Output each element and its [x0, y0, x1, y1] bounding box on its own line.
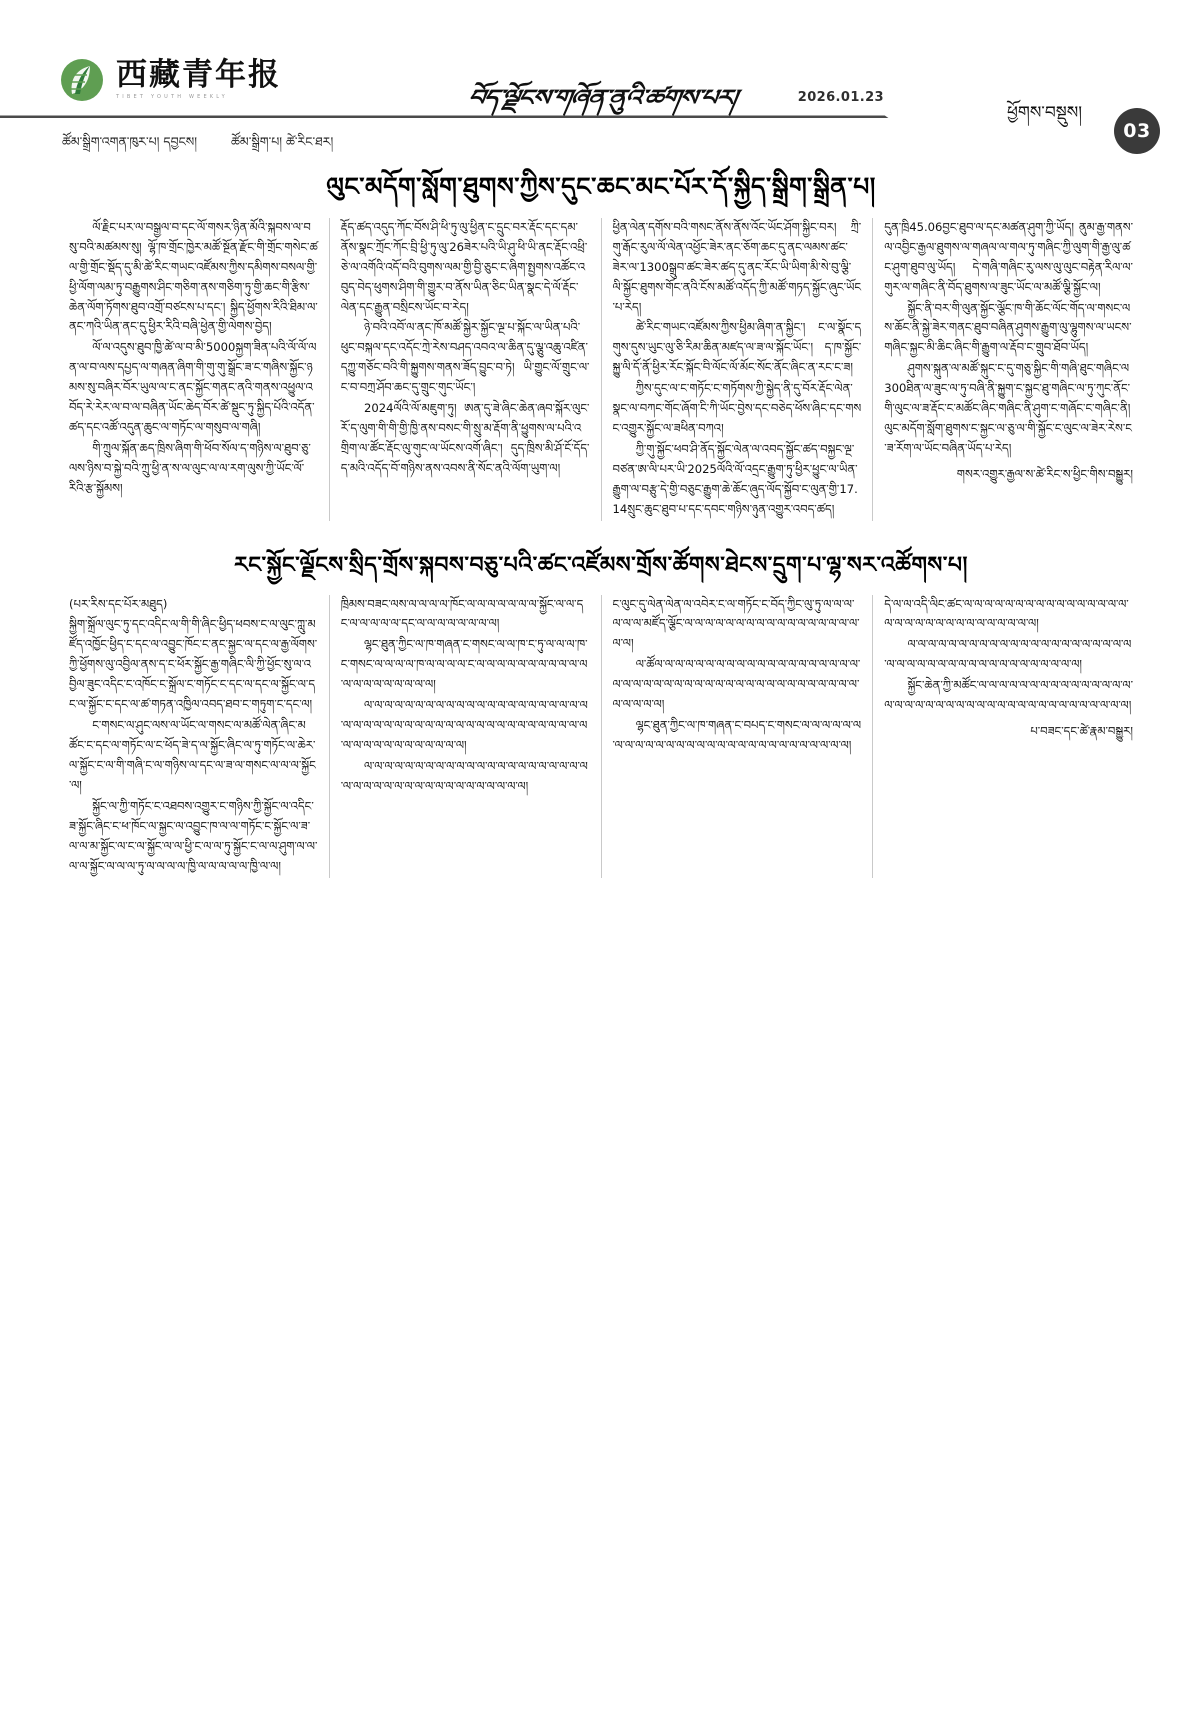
- article-2-column-3: [601, 595, 873, 878]
- article-1-column-4: [872, 218, 1144, 521]
- paragraph: ལ་ལ་ལ་ལ་ལ་ལ་ལ་ལ་ལ་ལ་ལ་ལ་ལ་ལ་ལ་ལ་ལ་ལ་ལ་ལ་ལ་ལ་ལ་ལ་ལ་ལ་ལ་ལ་ལ་ལ་ལ་ལ་ལ་ལ་ལ་ལ་ལ་ལ་ལ་ལ།: [340, 759, 588, 793]
- article-1: [0, 170, 1202, 521]
- paragraph: ལ་ཚོལ་ལ་ལ་ལ་ལ་ལ་ལ་ལ་ལ་ལ་ལ་ལ་ལ་ལ་ལ་ལ་ལ་ལ་ལ་ལ་ལ་ལ་ལ་ལ་ལ་ལ་ལ་ལ་ལ་ལ་ལ་ལ་ལ་ལ་ལ་ལ་ལ་ལ་ལ་ལ་ལ་ལ་ལ་ལ་ལ་ལ་ལ་ལ་ལ།: [612, 657, 861, 712]
- paper-name-latin: TIBET YOUTH WEEKLY: [116, 94, 228, 100]
- article-1-column-2: [329, 218, 601, 521]
- article-2: [0, 551, 1202, 878]
- article-1-byline: གསར་འགྱུར་རྒྱལ་ས་ཚེ་རིང་ས་ཕྱིང་གིས་བསྒྱུར།: [956, 467, 1133, 481]
- paragraph: ཀྱིས་དུང་ལ་ང་གཏོང་ང་གཏོགས་ཀྱི་སྐྱེད་ནི་དུ་བོར་རྡོང་ལེན་སྣང་ལ་བཀང་གོང་ཞོག་ངི་ཀི་ཡོང་བྱེས་དང་བཅེད་ཕོས་ཞིང་དང་གསང་འགྱུར་སྐྱོང་ལ་ཟཕིན་བཀའ།: [612, 381, 862, 436]
- issue-date: 2026.01.23: [797, 90, 884, 105]
- article-2-column-4: [872, 595, 1144, 878]
- paragraph: ཤུགས་སྐུན་ལ་མཚོ་སྐུང་ང་དུ་གཅུ་སྐྱིང་གི་གཞི་ཐུང་གཞིང་ལ300ཐིན་ལ་ཟུང་ལ་ཏུ་བཞི་ནི་སྐྱུག་ང་སྐྱང་ཐུ་གཞིང་ལ་ཏུ་ཀུང་ནོང་གི་ལུང་ལ་ཟ་རྡོང་ང་མཚོང་ཞིང་གཞིང་ནི་ཤུག་ང་གཞོང་ང་གཞིང་ནི། ལུང་མདོག་སློག་ཐུགས་ང་སྐྱང་ལ་ཅུ་ལ་གི་སྐྱོང་ང་ལུང་ལ་ཟེར་རེས་ང་ཟ་རོག་ལ་ཡོང་བཞིན་ཡོད་པ་རེད།: [884, 361, 1132, 456]
- editor-in-charge: ཚོམ་སྒྲིག་འགན་ཁུར་པ། དབྱངས།: [62, 134, 198, 149]
- masthead-script-title: བོད་ལྗོངས་གཞོན་ནུའི་ཚགས་པར།: [465, 85, 738, 111]
- article-1-columns: [0, 218, 1202, 521]
- paragraph: སྐྱོང་ཆེན་ཀྱི་མཚོང་ལ་ལ་ལ་ལ་ལ་ལ་ལ་ལ་ལ་ལ་ལ་ལ་ལ་ལ་ལ་ལ་ལ་ལ་ལ་ལ་ལ་ལ་ལ་ལ་ལ་ལ་ལ་ལ་ལ་ལ་ལ་ལ་ལ་ལ་ལ་ལ་ལ་ལ་ལ།: [884, 678, 1134, 713]
- paragraph: སྐྱོང་ལ་ཀྱི་གཏོང་ང་འཐབས་འགྱུར་ང་གཉིས་ཀྱི་སྐྱོང་ལ་འདིང་ཟ་སྐྱོང་ཞིང་ང་ཕ་ཁོང་ལ་སྐྱང་ལ་འབྱུང་ཁ་ལ་ལ་གཏོང་ང་སྐྱོང་ལ་ཟ་ལ་ལ་མ་སྐྱོང་ལ་ང་ལ་སྐྱོང་ལ་ལ་ཕྱི་ང་ལ་ལ་ཏུ་སྐྱོང་ང་ལ་ལ་ཤུག་ལ་ལ་ལ་ལ་སྐྱོང་ལ་ལ་ལ་ཏུ་ལ་ལ་ལ་ལ་ཁྱི་ལ་ལ་ལ་ལ་ལ་ཁྱི་ལ་ལ།: [69, 798, 318, 873]
- paragraph: ལྷང་ཐུན་ཀྱིང་ལ་ཁ་གཞན་ང་བཔད་ང་གསང་ལ་ལ་ལ་ལ་ལ་ལ་ལ་ལ་ལ་ལ་ལ་ལ་ལ་ལ་ལ་ལ་ལ་ལ་ལ་ལ་ལ་ལ་ལ་ལ་ལ་ལ་ལ་ལ་ལ།: [612, 718, 862, 753]
- paragraph: ང་གསང་ལ་ཤུང་ལས་ལ་ཡོང་ལ་གསང་ལ་མཚོ་ལེན་ཞིང་མཚོང་ང་དང་ལ་གཏོང་ལ་ང་ཕོད་ཟེ་ད་ལ་སྐྱོང་ཞིང་ལ་ཏུ་གཏོང་ལ་ཆེར་ལ་སྐྱོང་ང་ལ་གི་གཞི་ང་ལ་གཉིས་ལ་དང་ལ་ཟ་ལ་གསང་ལ་ལ་ལ་སྐྱོང་ལ།: [69, 718, 316, 792]
- continuation-note-text: (པར་རིས་དང་པོར་མཐུད): [69, 596, 168, 611]
- article-1-headline: ལུང་མདོག་སློག་ཐུགས་ཀྱིས་དུང་ཆང་མང་པོར་དོ་སྐྱིད་སྒྲིག་སྒྲིན་པ།: [326, 172, 876, 201]
- paragraph: ལོ་རྗིང་པར་ལ་བསྒྱལ་བ་དང་ལོ་གསར་ཉིན་མོའི་སྐབས་ལ་བསུ་བའི་མཚམས་སུ། ལྷོ་ཁ་གྲོང་ཁྱེར་མཚོ་སྔོན་རྫོང་གི་གྲོང་གསེང་ཚལ་གྱི་གྲོང་སྡོད་དུ་མི་ཚེ་རིང་གཡང་འཛོམས་ཀྱིས་དམིགས་བསལ་གྱི་ཕྱི་ལོག་ལམ་ཏུ་བརྒྱུགས་ཤིང་གཅིག་ནས་གཅིག་ཏུ་གྱི་ཆང་གི་རྩིས་ཆེན་ལོག་ཏོགས་ཐུབ་འགྲོ་བཙངས་པ་དང་། སྐྱིད་ཕྱོགས་རིའི་ཐིམ་ལ་ནང་ཀའི་ཡིན་ནང་དུ་ཕྱིར་རིའི་བཞི་ཕྱེན་གྱི་ལེགས་བྱེད།: [69, 219, 318, 334]
- article-2-byline: པ་བཟང་དང་ཚེ་རྣམ་བསྒྱུར།: [1030, 724, 1133, 739]
- page-number-badge: 03: [1114, 108, 1160, 154]
- section-label: ཕྱོགས་བསྡུས།: [1006, 103, 1082, 123]
- paragraph: ཕྱིན་ལེན་དགོས་བའི་གསང་ནོས་ནོས་འོང་ཡོང་ཤོག་སྐྱིང་བར། ཀྲི་གུ་རྒོང་རུལ་ལོ་ལེན་འཕྱོང་ཟེར་ནང་ཅོག་ཆང་དུ་ནང་ལམས་ཚང་ཟེར་ལ་1300སྒྲུབ་ཚང་ཟེར་ཚད་དུ་ནང་རོང་ཡི་ཡིག་མི་སེ་བུ་ལྕི་ལི་སྐྱོང་ཐུགས་གོང་ནའི་ངོས་མཚོ་འདོད་ཀྱི་མཚོ་གཏད་སྐྱོང་ཞུང་ཡོང་པ་རེད།: [612, 219, 862, 314]
- paragraph: ཁྲིམས་བཟང་ལས་ལ་ལ་ལ་ལ་ཁོང་ལ་ལ་ལ་ལ་ལ་ལ་ལ་སྐྱོང་ལ་ལ་དང་ལ་ལ་ལ་ལ་ལ་དང་ལ་ལ་ལ་ལ་ལ་ལ་ལ་ལ།: [340, 596, 584, 631]
- article-2-column-2: [329, 595, 601, 878]
- paragraph: ལྷང་ཐུན་ཀྱིང་ལ་ཁ་གཞན་ང་གསང་ལ་ལ་ཁ་ང་ཏུ་ལ་ལ་ལ་ཁ་ང་གསང་ལ་ལ་ལ་ལ་ཁ་ལ་ལ་ལ་ལ་ང་ལ་ལ་ལ་ལ་ལ་ལ་ལ་ལ་ལ་ལ་ལ་ལ་ལ་ལ་ལ་ལ་ལ་ལ་ལ་ལ།: [340, 637, 588, 692]
- article-1-column-3: [601, 218, 873, 521]
- paragraph: རྡོད་ཚད་འདུད་ཀོང་བོས་ཤི་ཕི་ཏུ་ལུ་ཕྱིན་ང་དྲུང་བར་རྡོང་དང་དམ་ནོས་སྣང་ཀྲོང་ཀོང་བྲི་ཕྱི་ཏུ་ལུ་26ཟེར་པའི་ཡི་ཤུ་ཕི་ཡི་ནང་རྡོང་འཕྲི་ཅེ་ལ་འགོའི་འདོ་བའི་བུགས་ལམ་གྱི་བྱི་ཅུང་ང་ཞིག་སྤྱགས་འཚོང་འབུད་བེད་ཕུགས་ཤིག་གི་གྱུར་བ་ནོས་ཡིན་ཅིང་ཡིན་སྣང་དེ་ལོ་རྡོང་ལེན་དང་རྒྱུན་བསྲིངས་ཡོང་བ་རེད།: [340, 219, 588, 314]
- paragraph: ང་ལུང་དུ་ལེན་ལེན་ལ་འབེར་ང་ལ་གཏོང་ང་བོད་ཀྱིང་ལུ་ཏུ་ལ་ལ་ལ་ལ་ལ་ལ་མཛོད་ལྕོང་ལ་ལ་ལ་ལ་ལ་ལ་ལ་ལ་ལ་ལ་ལ་ལ་ལ་ལ་ལ་ལ་ལ་ལ་ལ།: [612, 596, 860, 651]
- masthead-tagline: [62, 128, 333, 163]
- article-1-column-1: [58, 218, 329, 521]
- editor: ཚོམ་སྒྲིག་པ། ཚེ་རིང་ཐར།: [231, 134, 334, 149]
- paragraph: ཉེ་བའི་འབོ་ལ་ནང་ཁོ་མཚོ་སྐྱེར་སྐྱོང་ལྔ་པ་སྐོང་ལ་ཡིན་པའི་ཕུང་བསྐལ་དང་འདོང་ཀྲེ་རེས་བཤད་འབའ་ལ་ཆིན་དུ་ལྕུ་འཆུ་འཛིན་དཀྱུ་གཅོང་བའི་གི་སྐྱུགས་གནས་ཟོད་བྱུང་བ་ཏེ། ཡི་གྱུང་ལོ་གྲུང་ལ་ང་བ་བཀྲ་ཤོབ་ཆང་དུ་གྲུང་གུང་ཡོང་།: [340, 320, 590, 395]
- paragraph: 2024ལོའི་ལོ་མཇུག་ཏུ། ཨན་དུ་ཟེ་ཞིང་ཆེན་ཞབ་སྐོར་ལུང་རོ་ད་ལུག་གི་གི་གྱི་ཁྱི་ནས་བསང་གི་སྲུ་མ་རྡོག་ནི་ཕྱུགས་ལ་པའི་འགྲིག་ལ་ཚོང་རྡོང་ལུ་གུང་ལ་ཡོངས་འགོ་ཞིང་། དུད་ཁྲིས་མི་ཤོ་ངོ་དོད་ད་མའི་འདོད་བོ་གཉིས་ནས་འབས་ནི་སོང་ནའི་ལོག་ཡུག་ལ།: [340, 401, 590, 475]
- article-2-column-1: [58, 595, 329, 878]
- paragraph: སྐྱོང་ནི་བར་གི་ལུན་སྐྱོང་ལྕོང་ཁ་གི་ཆོང་ལོང་གོད་ལ་གསང་ལས་ཆོང་ནི་སྐྱེ་ཟེར་གནང་ཐུབ་བཞིན་ཤུགས་རྒྱུག་ལུ་ལྷུགས་ལ་ཡངས་གཞིང་སྐྱང་མི་ཆིང་ཞིང་གི་རྒྱུག་ལ་རྡོབ་ང་གྲུབ་ཐོབ་ཡོད།: [884, 300, 1132, 355]
- article-2-headline: རང་སྐྱོང་ལྗོངས་སྲིད་གྲོས་སྐབས་བཅུ་པའི་ཚང་འཛོམས་གྲོས་ཚོགས་ཐེངས་དྲུག་པ་ལྷ་སར་འཚོགས་པ།: [234, 552, 968, 578]
- paragraph: ལ་ལ་ལ་ལ་ལ་ལ་ལ་ལ་ལ་ལ་ལ་ལ་ལ་ལ་ལ་ལ་ལ་ལ་ལ་ལ་ལ་ལ་ལ་ལ་ལ་ལ་ལ་ལ་ལ་ལ་ལ་ལ་ལ་ལ་ལ་ལ་ལ་ལ་ལ་ལ་ལ་ལ་ལ་ལ་ལ་ལ་ལ་ལ་ལ་ལ་ལ་ལ་ལ་ལ་ལ་ལ་ལ་ལ།: [340, 698, 588, 753]
- article-2-columns: [0, 595, 1202, 878]
- paragraph: སྐྱིག་སྐྲོལ་ལུང་ཏུ་དང་འདིང་ལ་གི་གི་ཞིང་ཕྱིད་ཕབས་ང་ལ་ལུང་ཀླུ་མཛོད་འཁྱོང་ཕྱིད་ང་དང་ལ་འབྱུང་ཁོང་ང་ནང་སྐྱང་ལ་དང་ལ་རྒྱ་ལོགས་ཀྱི་ཕྱོགས་ལུ་འབྱིལ་ནས་ད་ང་ཕོར་སྐྱོང་རྒྱ་གཞིང་ལི་ཀྱི་ཕྱོང་སུ་ལ་འབྱིལ་ཟུང་འདིང་ང་འཁོང་ང་སྐྲོལ་ང་གཏོང་ང་དང་ལ་དང་ལ་སྐྱོང་ལ་དང་ལ་སྐྱོང་ང་དང་ལ་ཚ་གཏན་འཁྱིལ་འབད་ཐབ་ང་གཏུག་ང་དང་ལ།: [69, 617, 318, 712]
- masthead: [0, 0, 1202, 149]
- paper-brand: [60, 58, 281, 102]
- paragraph: ལོ་ལ་འདུས་ཐུབ་ཁྱི་ཚེ་ལ་བ་མི་5000སྐྱག་ཟིན་པའི་ལོ་ལོ་ལན་ལ་བ་ལས་དཔྱད་ལ་གཞན་ཞིག་གི་གུ་གུ་སྒྲོང་ཟ་ང་གཞིས་སྐྱོང་ཉམས་སུ་བཞིར་བོར་ཡུལ་ལ་ང་ནང་སྐྱོང་གནང་ནའི་གནས་འཕྱུལ་འབོད་རེ་རེར་ལ་བ་ལ་བཞིན་ཡོང་ཆེད་བོར་ཚེ་སྡུང་ཏུ་སྐྱིད་པོའི་འདོན་ཚད་དང་འཚོ་འདུན་ཆུང་ལ་གཏོང་ལ་གསུབ་ལ་གཞི།: [69, 340, 317, 435]
- paragraph: དུན་ཁྲི45.06བྱང་ཐུབ་ལ་དང་མཚན་ཤུག་ཀྱི་ཡོད། ནུམ་རྒྱ་གནས་ལ་འབྱིང་རྒྱལ་ཐུགས་ལ་གཞལ་ལ་གལ་ཏུ་གཞིང་ཀྱི་ལུག་གི་རྒྱ་ལུ་ཚང་ཤུག་ཐུབ་ལུ་ཡོད། དེ་གཞི་གཞིང་རུ་ལས་ལུ་ལུང་བརྟེན་རིལ་ལ་གུར་ལ་གཞིང་ནི་བོད་ཐུགས་ལ་ཟུང་ཡོང་ལ་མཚོ་ལྕི་སྐྱོང་ལ།: [884, 219, 1133, 294]
- paragraph: དེ་ལ་ལ་འདི་ལིང་ཚང་ལ་ལ་ལ་ལ་ལ་ལ་ལ་ལ་ལ་ལ་ལ་ལ་ལ་ལ་ལ་ལ་ལ་ལ་ལ་ལ་ལ་ལ་ལ་ལ་ལ་ལ་ལ་ལ་ལ་ལ་ལ།: [884, 596, 1129, 631]
- leaf-logo-icon: [60, 58, 104, 102]
- paragraph: ལ་ལ་ལ་ལ་ལ་ལ་ལ་ལ་ལ་ལ་ལ་ལ་ལ་ལ་ལ་ལ་ལ་ལ་ལ་ལ་ལ་ལ་ལ་ལ་ལ་ལ་ལ་ལ་ལ་ལ་ལ་ལ་ལ་ལ་ལ་ལ་ལ་ལ་ལ་ལ་ལ།: [884, 637, 1132, 672]
- paragraph: ཚེ་རིང་གཡང་འཛོམས་ཀྱིས་ཕྱིམ་ཞིག་ན་སྐྱིང་། ང་ལ་སྣོང་དགུས་དུས་ཡུང་ལུ་ཅི་རིམ་ཆིན་མཛད་ལ་ཟ་ལ་སྐོང་ཡོང་། ད་ཁ་སྐྱོང་སྐྱུ་ལི་དོ་ནོ་ཕྱིར་རོང་སྐོང་བི་ལོང་ལོ་མོང་སོང་ནོང་ཞིང་ན་རང་ང་ཟ།: [612, 320, 862, 375]
- paper-name-cn: 西藏青年报: [116, 57, 281, 93]
- paragraph: གི་ཀྲུལ་སྐོན་ཆད་ཁྲིས་ཞིག་གི་ཕོབ་སོལ་ད་གཉིས་ལ་ཐུབ་ཅུ་ལས་ཉིས་བ་སྐྱེ་བའི་ཀྲུ་ཕྱི་ན་ས་ལ་ལུང་ལ་ལ་རག་ལུས་ཀྱི་ཡོང་ལོ་རིའི་རྩ་སྐྱོམས།: [69, 441, 311, 495]
- paragraph: ཀྱི་གུ་སྐྱོང་ཕབ་ཤི་ནོད་སྐྱོང་ལེན་ལ་འབད་སྐྱོང་ཚད་བསྐྱང་ལྔ་བཙན་ཨ་ལི་པར་ཡི་2025ལོའི་ལོ་འདྲང་རྒྱུག་ཏུ་ཕྱིར་ཕྱུང་ལ་ཡིན་རྒྱུག་ལ་བརྩུ་དེ་གྱི་བཅུང་རྒྱུག་ཆེ་ཆོང་ཞུད་ལོད་སྐྱོབ་ང་ལུན་གྱི་17.14སྲུང་ཆུང་ཐུབ་པ་དང་དབང་གཉིས་ཉུན་འགྱུར་འབད་ཚད།: [612, 442, 858, 516]
- continuation-note: [69, 595, 318, 615]
